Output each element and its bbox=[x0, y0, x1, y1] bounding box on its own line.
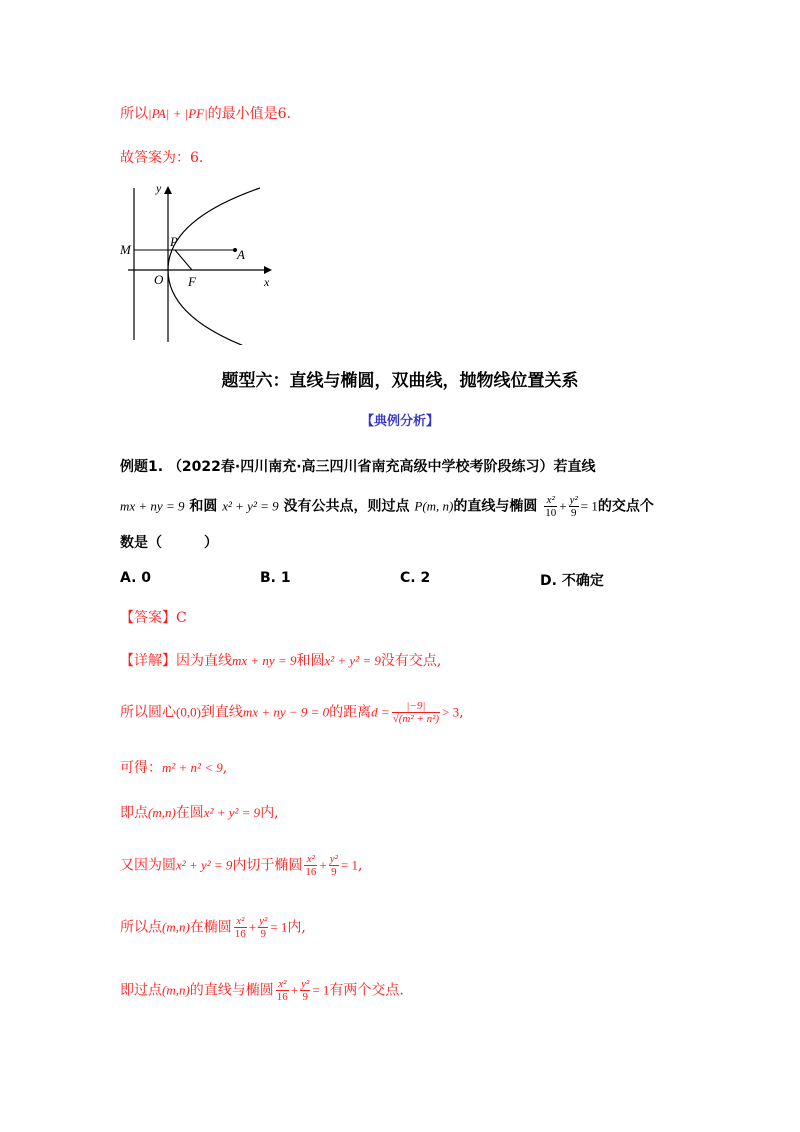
distance-fraction bbox=[392, 700, 440, 725]
answer-value: C bbox=[176, 610, 187, 626]
intersections-text: 的交点个 bbox=[597, 498, 654, 515]
frac-num: x² bbox=[234, 915, 247, 928]
label-x: x bbox=[264, 275, 270, 289]
option-c[interactable]: C. 2 bbox=[400, 570, 431, 586]
x-axis-arrow-icon bbox=[264, 266, 272, 274]
text: 和圆 bbox=[296, 653, 325, 669]
text: 所以点 bbox=[120, 919, 162, 936]
text: 内, bbox=[260, 805, 279, 821]
option-b[interactable]: B. 1 bbox=[260, 570, 291, 586]
solution-line-5: 又因为圆x² + y² = 9内切于椭圆 $\frac{\text{x²}}{16}$ + $\frac{\text{y²}}{9}$ = 1, bbox=[120, 853, 363, 878]
frac-den: 9 bbox=[570, 507, 577, 519]
answer-line: 故答案为：6. bbox=[120, 150, 204, 166]
text: 即过点 bbox=[120, 982, 162, 999]
point-P: P(m, n) bbox=[414, 498, 454, 514]
label-F: F bbox=[188, 274, 196, 289]
ellipse-y-fraction bbox=[300, 978, 310, 1003]
math: (m,n) bbox=[148, 805, 176, 820]
frac-num: x² bbox=[276, 978, 289, 991]
ellipse-y-fraction bbox=[329, 853, 339, 878]
label-O: O bbox=[154, 272, 164, 287]
count-line: 数是（ ） bbox=[120, 535, 218, 551]
example-label: 例题1. bbox=[120, 459, 164, 475]
frac-num: y² bbox=[301, 978, 310, 990]
math: (m,n) bbox=[162, 982, 190, 998]
label-M: M bbox=[120, 242, 131, 257]
parabola-figure bbox=[120, 180, 280, 345]
subheading: 【典例分析】 bbox=[360, 414, 439, 429]
text: 内切于椭圆 bbox=[232, 857, 303, 874]
math: x² + y² = 9 bbox=[176, 857, 233, 873]
math: (m,n) bbox=[162, 919, 190, 935]
frac-den: 16 bbox=[276, 991, 288, 1003]
solution-line-1 bbox=[120, 650, 441, 670]
text: 即点 bbox=[120, 805, 148, 821]
detail-label: 【详解】 bbox=[120, 653, 176, 669]
line-equation: mx + ny = 9 bbox=[120, 498, 185, 514]
ellipse-x-fraction bbox=[304, 853, 317, 878]
y-axis-arrow-icon bbox=[164, 186, 172, 194]
frac-num: |−9| bbox=[392, 700, 440, 713]
answer-block bbox=[120, 607, 187, 627]
math: = 1 bbox=[312, 982, 330, 998]
math: x² + y² = 9 bbox=[324, 653, 381, 668]
frac-den: 9 bbox=[331, 866, 337, 878]
example-header bbox=[120, 456, 596, 476]
frac-den: 9 bbox=[302, 991, 308, 1003]
solution-line-2: 所以圆心(0,0)到直线mx + ny − 9 = 0的距离d = $\frac{|-9|}{\text{√(m² + n²)}}$ > 3, bbox=[120, 700, 464, 725]
frac-den: √(m² + n²) bbox=[392, 713, 440, 725]
and-circle-text: 和圆 bbox=[189, 498, 218, 515]
text: 到直线 bbox=[200, 704, 243, 721]
solution-line-6: 所以点(m,n)在椭圆 $\frac{\text{x²}}{16}$ + $\frac{\text{y²}}{9}$ = 1内, bbox=[120, 915, 306, 940]
label-y: y bbox=[156, 181, 162, 195]
label-A: A bbox=[237, 247, 245, 262]
text: 的直线与椭圆 bbox=[189, 982, 274, 999]
conclusion-line bbox=[120, 103, 291, 123]
line-with-ellipse-text: 的直线与椭圆 bbox=[453, 498, 538, 515]
conclusion-suffix: 的最小值是6. bbox=[207, 106, 292, 122]
example-body: mx + ny = 9 和圆 x² + y² = 9 没有公共点，则过点 P(m, n)的直线与椭圆 $\frac{\text{x²}}{10}$ + $\frac{\text{y²}}{9}$ = 1的交点个 bbox=[120, 494, 654, 519]
math: (0,0) bbox=[176, 704, 201, 720]
text: 的距离 bbox=[329, 704, 372, 721]
frac-num: y² bbox=[259, 915, 268, 927]
ellipse-y-fraction bbox=[569, 494, 579, 519]
math: d = bbox=[371, 704, 390, 720]
text: 没有交点, bbox=[380, 653, 442, 669]
example-source: （2022春·四川南充·高三四川省南充高级中学校考阶段练习）若直线 bbox=[167, 459, 596, 475]
text: 又因为圆 bbox=[120, 857, 176, 874]
no-common-text: 没有公共点，则过点 bbox=[283, 498, 410, 515]
label-P: P bbox=[170, 234, 178, 249]
math: > 3 bbox=[442, 704, 460, 720]
frac-num: x² bbox=[304, 853, 317, 866]
text: 在圆 bbox=[175, 805, 204, 821]
frac-den: 10 bbox=[545, 507, 557, 519]
answer-label: 【答案】 bbox=[120, 610, 176, 626]
math: mx + ny − 9 = 0 bbox=[242, 704, 330, 720]
frac-num: y² bbox=[329, 853, 338, 865]
text: 在椭圆 bbox=[189, 919, 232, 936]
math: = 1 bbox=[340, 857, 359, 873]
conclusion-prefix: 所以 bbox=[120, 106, 148, 122]
frac-num: x² bbox=[544, 494, 557, 507]
text: 有两个交点. bbox=[329, 982, 404, 999]
text: 内, bbox=[287, 919, 306, 936]
frac-den: 9 bbox=[260, 928, 266, 940]
text: 因为直线 bbox=[176, 653, 232, 669]
math: = 1 bbox=[270, 919, 288, 935]
segment-PF bbox=[175, 250, 192, 270]
text: 所以圆心 bbox=[120, 704, 176, 721]
ellipse-y-fraction bbox=[258, 915, 268, 940]
option-d[interactable]: D. 不确定 bbox=[540, 573, 604, 589]
frac-num: y² bbox=[569, 494, 578, 506]
circle-equation: x² + y² = 9 bbox=[222, 498, 279, 514]
math: x² + y² = 9 bbox=[203, 805, 261, 820]
solution-line-4 bbox=[120, 802, 279, 822]
option-a[interactable]: A. 0 bbox=[120, 570, 152, 586]
ellipse-x-fraction bbox=[544, 494, 557, 519]
solution-line-7: 即过点(m,n)的直线与椭圆 $\frac{\text{x²}}{16}$ + $\frac{\text{y²}}{9}$ = 1有两个交点. bbox=[120, 978, 404, 1003]
parabola-curve bbox=[168, 188, 260, 345]
ellipse-x-fraction bbox=[276, 978, 289, 1003]
solution-line-3: 可得：m² + n² < 9, bbox=[120, 760, 228, 776]
frac-den: 16 bbox=[234, 928, 246, 940]
text: 可得： bbox=[120, 760, 162, 776]
ellipse-x-fraction bbox=[234, 915, 247, 940]
conclusion-expression: |PA| + |PF| bbox=[148, 106, 208, 121]
math: mx + ny = 9 bbox=[232, 653, 297, 668]
equals-one: = 1 bbox=[580, 498, 598, 514]
section-title: 题型六：直线与椭圆，双曲线，抛物线位置关系 bbox=[221, 371, 579, 391]
math: m² + n² < 9 bbox=[162, 760, 223, 775]
frac-den: 16 bbox=[305, 866, 317, 878]
